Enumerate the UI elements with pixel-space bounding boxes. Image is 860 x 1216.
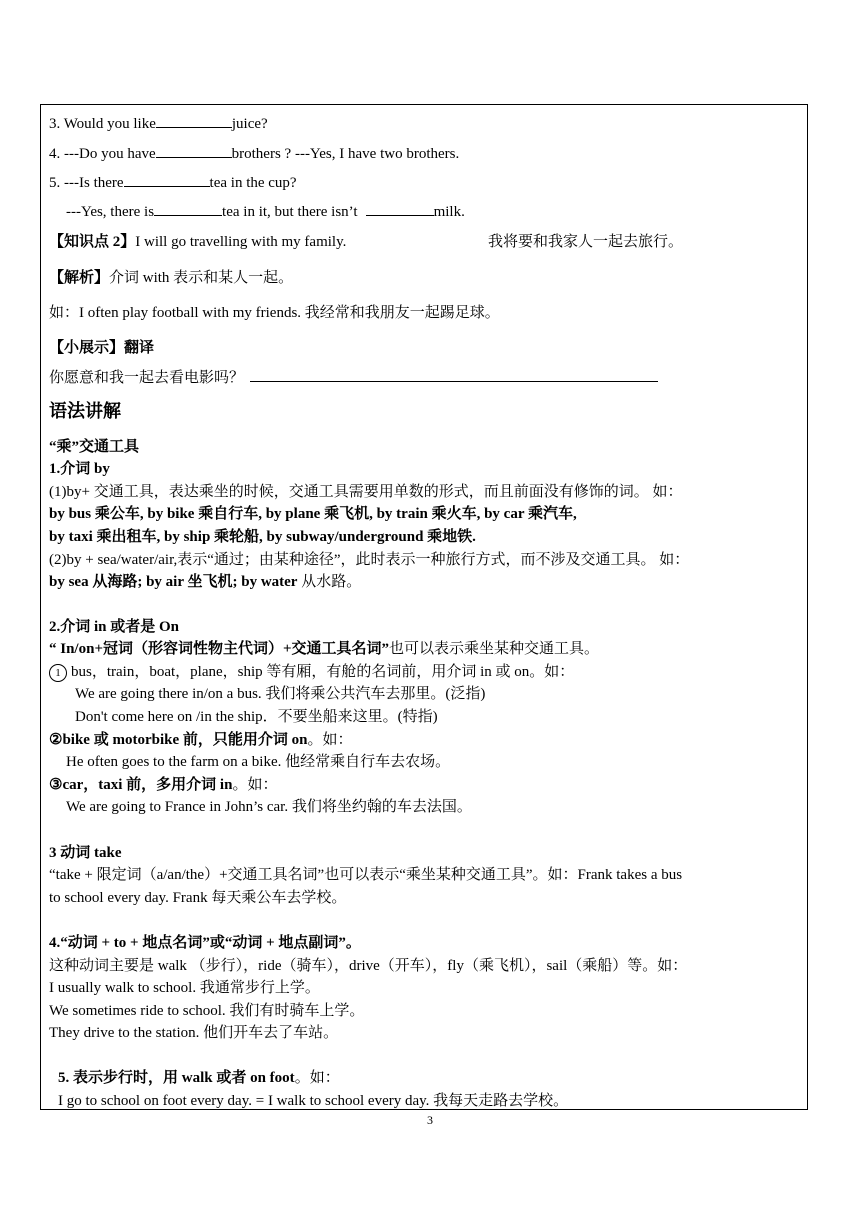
section-4-example-2: We sometimes ride to school. 我们有时骑车上学。 bbox=[49, 1003, 365, 1019]
section-1-examples-3: by sea 从海路; by air 坐飞机; by water 从水路。 bbox=[49, 574, 362, 590]
section-3-title: 3 动词 take bbox=[49, 845, 122, 861]
exercise-4: 4. ---Do you have brothers ? ---Yes, I have two brothers. bbox=[49, 143, 459, 164]
circled-number: 1 bbox=[49, 664, 67, 682]
section-2-case-3: ③car，taxi 前，多用介词 in。如： bbox=[49, 777, 278, 793]
knowledge-point-2-translation: 我将要和我家人一起去旅行。 bbox=[488, 234, 684, 250]
section-2-case-3-example: We are going to France in John’s car. 我们将坐约翰的车去法国。 bbox=[66, 799, 472, 815]
section-2-case-2: ②bike 或 motorbike 前，只能用介词 on。如： bbox=[49, 732, 353, 748]
exercise-3: 3. Would you like juice? bbox=[49, 113, 268, 134]
exercise-5-answer: ---Yes, there is tea in it, but there isn’t milk. bbox=[66, 201, 465, 222]
section-1-examples-1: by bus 乘公车, by bike 乘自行车, by plane 乘飞机, by train 乘火车, by car 乘汽车, bbox=[49, 506, 577, 522]
section-2-case-1-example-1: We are going there in/on a bus. 我们将乘公共汽车去那里。(泛指) bbox=[75, 686, 486, 702]
section-4-example-3: They drive to the station. 他们开车去了车站。 bbox=[49, 1025, 339, 1041]
section-3-rule-2: to school every day. Frank 每天乘公车去学校。 bbox=[49, 890, 347, 906]
section-1-rule-2: (2)by + sea/water/air,表示“通过；由某种途径”，此时表示一种旅行方式，而不涉及交通工具。 如： bbox=[49, 552, 690, 568]
answer-blank bbox=[156, 143, 232, 158]
section-5-title: 5. 表示步行时，用 walk 或者 on foot。如： bbox=[58, 1070, 340, 1086]
translation-question: 你愿意和我一起去看电影吗？ bbox=[49, 367, 658, 388]
section-5-example: I go to school on foot every day. = I walk to school every day. 我每天走路去学校。 bbox=[58, 1093, 569, 1109]
answer-blank bbox=[366, 201, 434, 216]
section-2-case-2-example: He often goes to the farm on a bike. 他经常乘自行车去农场。 bbox=[66, 754, 451, 770]
exercise-5: 5. ---Is there tea in the cup? bbox=[49, 172, 297, 193]
example-sentence: 如：I often play football with my friends. 我经常和我朋友一起踢足球。 bbox=[49, 305, 500, 321]
transport-heading: “乘”交通工具 bbox=[49, 439, 140, 455]
answer-blank bbox=[154, 201, 222, 216]
page-number: 3 bbox=[427, 1113, 433, 1127]
analysis: 【解析】介词 with 表示和某人一起。 bbox=[49, 270, 294, 286]
section-4-rule: 这种动词主要是 walk （步行），ride（骑车），drive（开车），fly（乘飞机），sail（乘船）等。如： bbox=[49, 958, 688, 974]
answer-blank bbox=[250, 367, 658, 382]
section-3-rule-1: “take + 限定词（a/an/the）+交通工具名词”也可以表示“乘坐某种交通工具”。如：Frank takes a bus bbox=[49, 867, 683, 883]
section-4-example-1: I usually walk to school. 我通常步行上学。 bbox=[49, 980, 320, 996]
section-1-examples-2: by taxi 乘出租车, by ship 乘轮船, by subway/underground 乘地铁. bbox=[49, 529, 476, 545]
show-heading: 【小展示】翻译 bbox=[49, 340, 155, 356]
section-2-rule: “ In/on+冠词（形容词性物主代词）+交通工具名词”也可以表示乘坐某种交通工具。 bbox=[49, 641, 600, 657]
grammar-heading: 语法讲解 bbox=[49, 401, 121, 421]
answer-blank bbox=[124, 172, 210, 187]
section-2-case-1-example-2: Don't come here on /in the ship．不要坐船来这里。(特指) bbox=[75, 709, 438, 725]
section-2-case-1: 1 bus，train，boat，plane，ship 等有厢，有舱的名词前，用介词 in 或 on。如： bbox=[49, 662, 574, 682]
section-2-title: 2.介词 in 或者是 On bbox=[49, 619, 180, 635]
section-1-title: 1.介词 by bbox=[49, 461, 110, 477]
answer-blank bbox=[156, 113, 232, 128]
knowledge-point-2: 【知识点 2】I will go travelling with my family. bbox=[49, 234, 347, 250]
section-4-title: 4.“动词 + to + 地点名词”或“动词 + 地点副词”。 bbox=[49, 935, 361, 951]
section-1-rule-1: (1)by+ 交通工具，表达乘坐的时候，交通工具需要用单数的形式，而且前面没有修饰的词。 如： bbox=[49, 484, 683, 500]
